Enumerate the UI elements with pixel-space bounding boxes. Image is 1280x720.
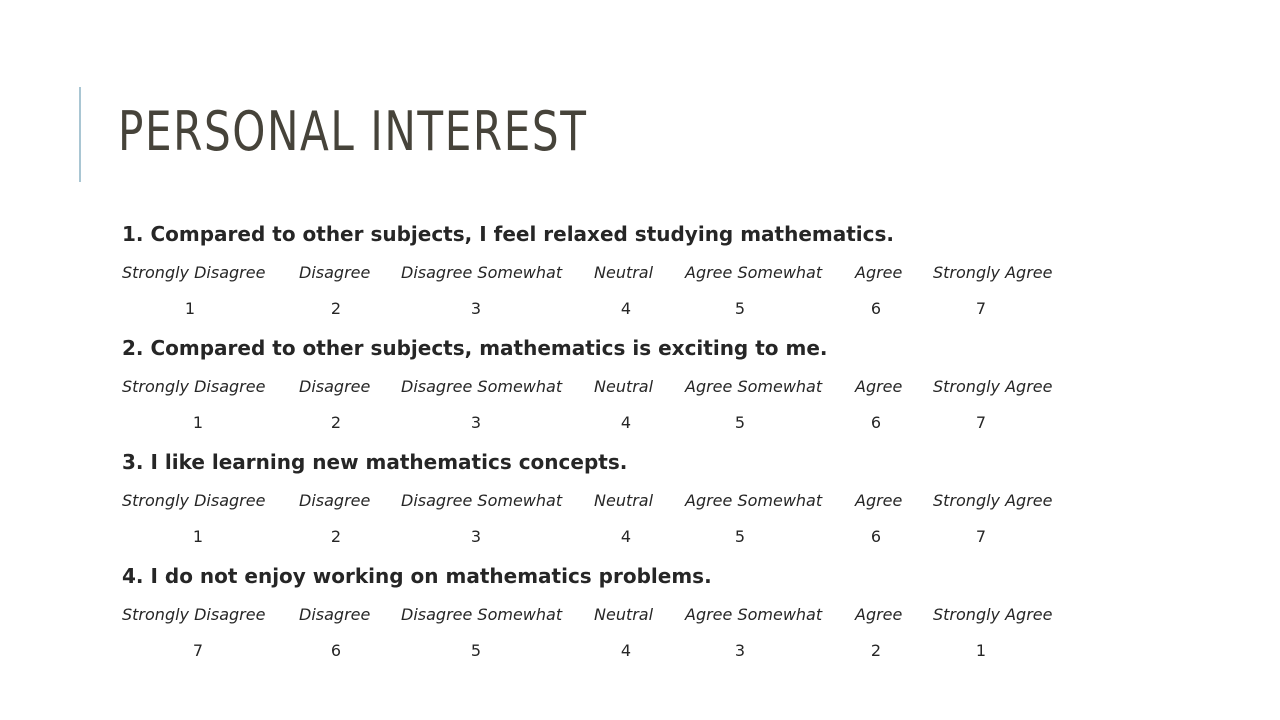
survey-questions: [122, 221, 1122, 677]
scale-label-strongly-disagree: Strongly Disagree: [122, 491, 266, 510]
scale-value: 3: [470, 413, 482, 432]
scale-label-strongly-disagree: Strongly Disagree: [122, 377, 266, 396]
scale-label-neutral: Neutral: [594, 263, 654, 282]
question-4: [122, 563, 1122, 677]
scale-label-disagree: Disagree: [299, 491, 371, 510]
scale-value: 7: [975, 527, 987, 546]
scale-label-agree-somewhat: Agree Somewhat: [685, 491, 823, 510]
question-text: 1. Compared to other subjects, I feel relaxed studying mathematics.: [122, 222, 895, 246]
scale-label-neutral: Neutral: [594, 605, 654, 624]
scale-value: 6: [330, 641, 342, 660]
scale-value: 4: [620, 641, 632, 660]
page-title: PERSONAL INTEREST: [118, 100, 588, 163]
scale-value: 1: [184, 299, 196, 318]
scale-value: 7: [975, 413, 987, 432]
scale-label-strongly-agree: Strongly Agree: [933, 377, 1053, 396]
question-2: [122, 335, 1122, 449]
scale-value: 7: [192, 641, 204, 660]
scale-value: 6: [870, 299, 882, 318]
scale-label-agree: Agree: [855, 377, 903, 396]
scale-value: 3: [470, 299, 482, 318]
question-3: [122, 449, 1122, 563]
scale-value: 6: [870, 527, 882, 546]
scale-value: 1: [192, 527, 204, 546]
scale-value: 1: [975, 641, 987, 660]
scale-value: 2: [330, 413, 342, 432]
scale-label-disagree: Disagree: [299, 377, 371, 396]
scale-value: 2: [330, 527, 342, 546]
scale-label-agree-somewhat: Agree Somewhat: [685, 605, 823, 624]
scale-value: 3: [470, 527, 482, 546]
question-text: 2. Compared to other subjects, mathematics is exciting to me.: [122, 336, 828, 360]
title-accent-bar: [79, 87, 81, 182]
scale-value: 2: [870, 641, 882, 660]
scale-value: 2: [330, 299, 342, 318]
scale-label-strongly-agree: Strongly Agree: [933, 263, 1053, 282]
scale-label-agree: Agree: [855, 263, 903, 282]
question-text: 3. I like learning new mathematics concepts.: [122, 450, 628, 474]
scale-value: 3: [734, 641, 746, 660]
scale-label-disagree-somewhat: Disagree Somewhat: [401, 491, 563, 510]
scale-label-disagree-somewhat: Disagree Somewhat: [401, 605, 563, 624]
scale-value: 5: [734, 299, 746, 318]
question-text: 4. I do not enjoy working on mathematics problems.: [122, 564, 712, 588]
scale-value: 6: [870, 413, 882, 432]
scale-label-strongly-disagree: Strongly Disagree: [122, 263, 266, 282]
scale-label-neutral: Neutral: [594, 491, 654, 510]
scale-label-disagree-somewhat: Disagree Somewhat: [401, 377, 563, 396]
scale-value: 1: [192, 413, 204, 432]
scale-label-neutral: Neutral: [594, 377, 654, 396]
scale-label-agree: Agree: [855, 491, 903, 510]
scale-label-strongly-agree: Strongly Agree: [933, 605, 1053, 624]
question-1: [122, 221, 1122, 335]
scale-value: 5: [734, 527, 746, 546]
scale-label-strongly-disagree: Strongly Disagree: [122, 605, 266, 624]
scale-label-agree-somewhat: Agree Somewhat: [685, 377, 823, 396]
scale-value: 4: [620, 527, 632, 546]
scale-label-strongly-agree: Strongly Agree: [933, 491, 1053, 510]
scale-label-disagree-somewhat: Disagree Somewhat: [401, 263, 563, 282]
scale-label-disagree: Disagree: [299, 605, 371, 624]
scale-value: 4: [620, 413, 632, 432]
scale-label-agree: Agree: [855, 605, 903, 624]
scale-value: 4: [620, 299, 632, 318]
scale-value: 5: [470, 641, 482, 660]
scale-label-disagree: Disagree: [299, 263, 371, 282]
scale-value: 5: [734, 413, 746, 432]
scale-label-agree-somewhat: Agree Somewhat: [685, 263, 823, 282]
scale-value: 7: [975, 299, 987, 318]
